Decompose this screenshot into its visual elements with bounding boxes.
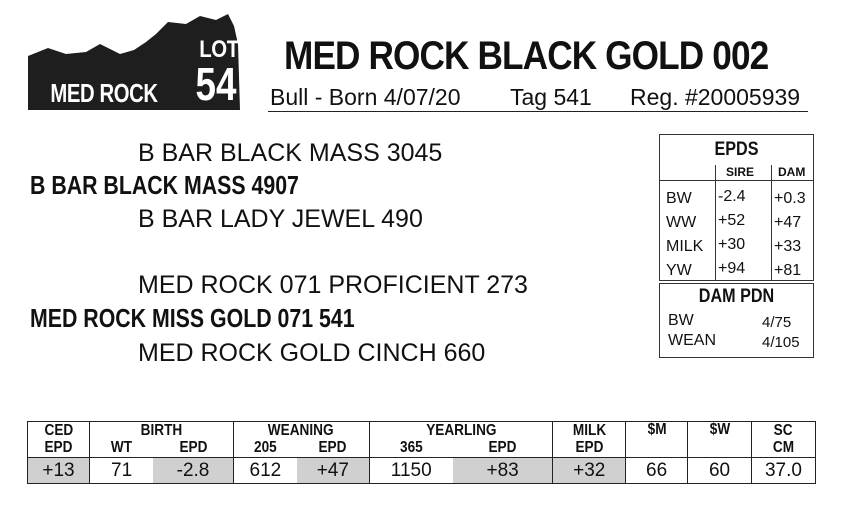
- epd-sire-value: +30: [718, 236, 746, 253]
- subheader-sc-cm: CM: [772, 439, 795, 457]
- animal-info-line: [268, 84, 808, 112]
- dam-dam: MED ROCK GOLD CINCH 660: [138, 339, 486, 367]
- registration-number: Reg. #20005939: [630, 84, 801, 110]
- pdn-value: 4/75: [762, 314, 792, 331]
- performance-table: [27, 421, 816, 484]
- value-ced: +13: [28, 458, 90, 484]
- subheader-year-epd: EPD: [453, 440, 553, 458]
- subheader-year-365: 365: [399, 439, 423, 457]
- brand-name: MED ROCK: [50, 78, 158, 108]
- subheader-ced-epd: EPD: [28, 440, 90, 458]
- sex-born: Bull - Born 4/07/20: [270, 84, 461, 110]
- subheader-wean-epd: EPD: [297, 440, 369, 458]
- header-weaning: WEANING: [233, 422, 369, 440]
- dam-pdn-box: [659, 283, 814, 358]
- epd-trait: YW: [666, 262, 692, 279]
- pdn-trait: BW: [668, 312, 694, 329]
- epd-sire-value: -2.4: [718, 188, 746, 205]
- header-birth: BIRTH: [89, 422, 233, 440]
- epd-dam-value: +0.3: [774, 190, 806, 207]
- value-sm: 66: [626, 458, 688, 484]
- tag-number: Tag 541: [510, 84, 592, 110]
- subheader-wean-205: 205: [254, 439, 277, 457]
- subheader-milk-epd: EPD: [553, 440, 626, 458]
- table-row: [28, 458, 816, 484]
- dam-sire: MED ROCK 071 PROFICIENT 273: [138, 271, 528, 299]
- dam: MED ROCK MISS GOLD 071 541: [30, 303, 355, 333]
- header-sm: $M: [626, 422, 688, 458]
- epd-trait: WW: [666, 214, 697, 231]
- epd-dam-value: +81: [774, 262, 802, 279]
- table-header-row: [28, 422, 816, 440]
- value-wean-205: 612: [233, 458, 297, 484]
- value-birth-wt: 71: [89, 458, 153, 484]
- subheader-birth-epd: EPD: [153, 440, 233, 458]
- dam-pdn-title: DAM PDN: [698, 286, 775, 307]
- sire: B BAR BLACK MASS 4907: [30, 170, 299, 200]
- epd-sire-value: +52: [718, 212, 746, 229]
- epd-dam-value: +47: [774, 214, 802, 231]
- header-sw: $W: [688, 422, 752, 458]
- epd-dam-value: +33: [774, 238, 802, 255]
- value-birth-epd: -2.8: [153, 458, 233, 484]
- value-milk-epd: +32: [553, 458, 626, 484]
- sire-sire: B BAR BLACK MASS 3045: [138, 139, 443, 167]
- sire-dam: B BAR LADY JEWEL 490: [138, 205, 423, 233]
- header-sc: SC: [774, 421, 793, 439]
- epd-trait: BW: [666, 190, 692, 207]
- lot-logo: [28, 14, 240, 110]
- lot-label: LOT: [199, 36, 239, 63]
- pdn-value: 4/105: [762, 334, 800, 351]
- epd-trait: MILK: [666, 238, 704, 255]
- value-wean-epd: +47: [297, 458, 369, 484]
- epds-box: [659, 134, 814, 281]
- value-sw: 60: [688, 458, 752, 484]
- epds-title: EPDS: [714, 139, 759, 160]
- pdn-trait: WEAN: [668, 332, 716, 349]
- epd-sire-value: +94: [718, 260, 746, 277]
- header-yearling: YEARLING: [369, 422, 553, 440]
- epds-col-dam: DAM: [778, 165, 806, 179]
- value-sc: 37.0: [751, 458, 815, 484]
- value-year-365: 1150: [369, 458, 453, 484]
- lot-number: 54: [195, 58, 237, 110]
- header-ced: CED: [28, 422, 90, 440]
- header-milk: MILK: [553, 422, 626, 440]
- value-year-epd: +83: [453, 458, 553, 484]
- animal-name: MED ROCK BLACK GOLD 002: [284, 34, 769, 78]
- epds-col-sire: SIRE: [726, 165, 755, 179]
- subheader-birth-wt: WT: [111, 439, 133, 457]
